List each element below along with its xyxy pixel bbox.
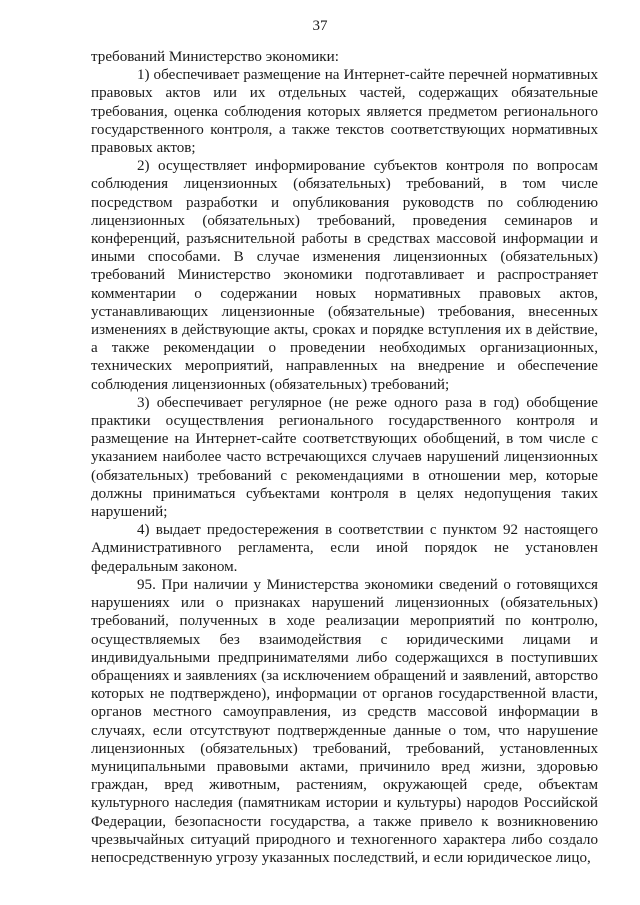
paragraph-item-3: 3) обеспечивает регулярное (не реже одного раза в год) обобщение практики осуществления регионального государственного контроля и размещение на Интернет-сайте соответствующих обобщений, в том числе с указанием наиболее часто встречающихся случаев нарушений лицензионных (обязательных) требований с рекомендациями в отношении мер, которые должны приниматься субъектами контроля в целях недопущения таких нарушений; xyxy=(91,394,598,521)
paragraph-item-2: 2) осуществляет информирование субъектов контроля по вопросам соблюдения лицензионных (обязательных) требований, в том числе посредством разработки и опубликования руководств по соблюдению лицензионных (обязательных) требований, проведения семинаров и конференций, разъяснительной работы в средствах массовой информации и иными способами. В случае изменения лицензионных (обязательных) требований Министерство экономики подготавливает и распространяет комментарии о содержании новых нормативных правовых актов, устанавливающих лицензионные (обязательные) требования, внесенных изменениях в действующие акты, сроках и порядке вступления их в действие, а также рекомендации о проведении необходимых организационных, технических мероприятий, направленных на внедрение и обеспечение соблюдения лицензионных (обязательных) требований; xyxy=(91,158,598,393)
paragraph-intro: требований Министерство экономики: xyxy=(91,49,339,65)
page-number: 37 xyxy=(312,18,328,34)
paragraph-item-4: 4) выдает предостережения в соответствии с пунктом 92 настоящего Административного регламента, если иной порядок не установлен федеральным законом. xyxy=(91,522,598,575)
paragraph-item-1: 1) обеспечивает размещение на Интернет-сайте перечней нормативных правовых актов или их отдельных частей, содержащих обязательные требования, оценка соблюдения которых является предметом регионального государственного контроля, а также текстов соответствующих нормативных правовых актов; xyxy=(91,67,598,157)
document-body xyxy=(91,48,598,867)
paragraph-clause-95: 95. При наличии у Министерства экономики сведений о готовящихся нарушениях или о признаках нарушений лицензионных (обязательных) требований, полученных в ходе реализации мероприятий по контролю, осуществляемых без взаимодействия с юридическими лицами и индивидуальными предпринимателями либо содержащихся в поступивших обращениях и заявлениях (за исключением обращений и заявлений, авторство которых не подтверждено), информации от органов государственной власти, органов местного самоуправления, из средств массовой информации в случаях, если отсутствуют подтвержденные данные о том, что нарушение лицензионных (обязательных) требований, требований, установленных муниципальными правовыми актами, причинило вред жизни, здоровью граждан, вред животным, растениям, окружающей среде, объектам культурного наследия (памятникам истории и культуры) народов Российской Федерации, безопасности государства, а также привело к возникновению чрезвычайных ситуаций природного и техногенного характера либо создало непосредственную угрозу указанных последствий, и если юридическое лицо, xyxy=(91,576,598,866)
